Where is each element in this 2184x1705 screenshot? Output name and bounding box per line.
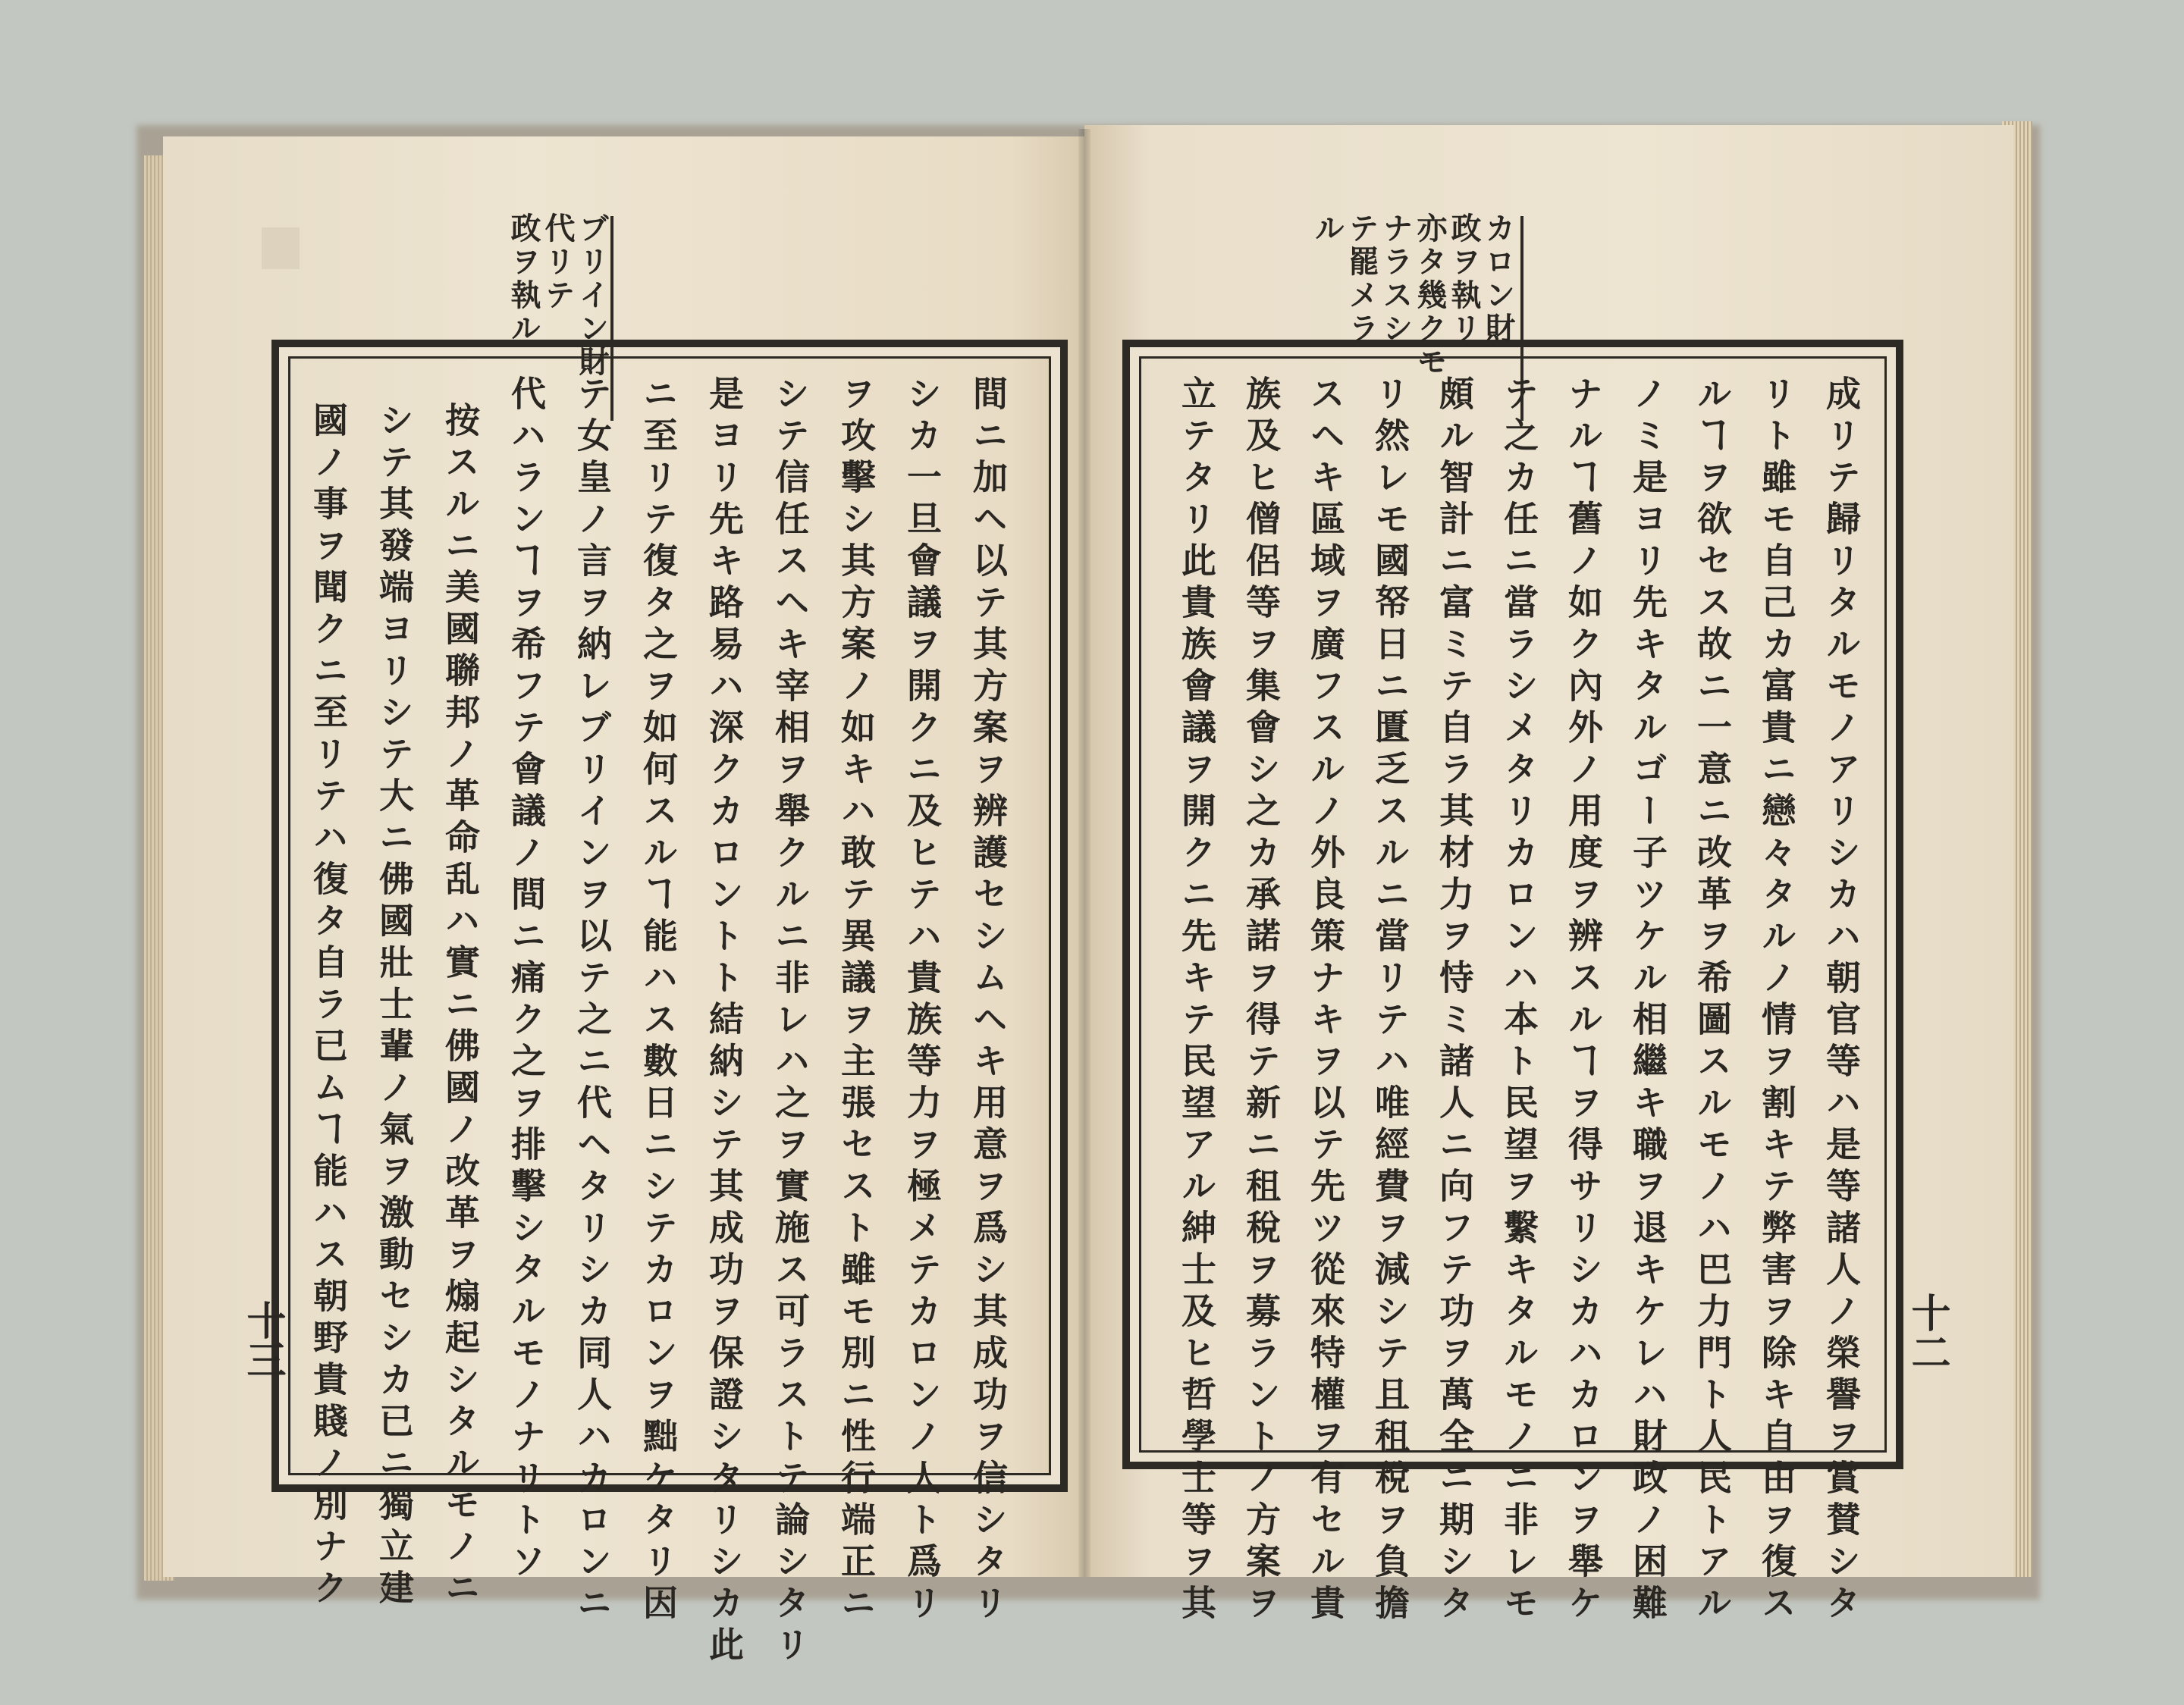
left-body-column: テ女皇ノ言ヲ納レブリインヲ以テ之ニ代ヘタリシカ同人ハカロンニ <box>572 375 613 1626</box>
right-page-number: 十二 <box>1904 1293 1950 1371</box>
right-body-column: ナルヿ舊ノ如ク內外ノ用度ヲ辨スルヿヲ得サリシカハカロンヲ舉ケ <box>1563 375 1604 1626</box>
left-body-column: 間ニ加ヘ以テ其方案ヲ辨護セシムヘキ用意ヲ爲シ其成功ヲ信シタリ <box>968 375 1009 1626</box>
left-body-column: 是ヨリ先キ路易ハ深クカロントト結納シテ其成功ヲ保證シタリシカ此 <box>704 375 745 1668</box>
left-headnote-line: ブリイン財 <box>574 212 610 379</box>
book-gutter <box>1078 129 1090 1577</box>
left-body-column: 按スルニ美國聯邦ノ革命乱ハ實ニ佛國ノ改革ヲ煽起シタルモノニ <box>440 402 481 1611</box>
left-body-column: シカ一旦會議ヲ開クニ及ヒテハ貴族等力ヲ極メテカロンノ人ト爲リ <box>902 375 943 1626</box>
right-body-column: リト雖モ自己カ富貴ニ戀々タルノ情ヲ割キテ弊害ヲ除キ自由ヲ復ス <box>1756 375 1797 1626</box>
right-body-column: ルヿヲ欲セス故ニ一意ニ改革ヲ希圖スルモノハ巴力門ト人民トアル <box>1692 375 1733 1626</box>
show-through-mark <box>262 227 300 269</box>
right-headnote-line: 政ヲ執リ <box>1446 212 1482 346</box>
right-body-column: ノミ是ヨリ先キタルゴー子ツケル相繼キ職ヲ退キケレハ財政ノ困難 <box>1627 375 1668 1626</box>
left-body-column: シテ其發端ヨリシテ大ニ佛國壯士輩ノ氣ヲ激動セシカ已ニ獨立建 <box>374 402 415 1611</box>
right-body-column: テ之カ任ニ當ラシメタリカロンハ本ト民望ヲ繫キタルモノニ非レモ <box>1498 375 1539 1626</box>
right-body-column: リ然レモ國帑日ニ匱乏スルニ當リテハ唯經費ヲ減シテ且租稅ヲ負擔 <box>1370 375 1410 1626</box>
right-body-column: 族及ヒ僧侶等ヲ集會シ之カ承諾ヲ得テ新ニ租稅ヲ募ラントノ方案ヲ <box>1241 375 1282 1626</box>
left-page-number: 十三 <box>240 1300 286 1379</box>
left-body-column: ニ至リテ復タ之ヲ如何スルヿ能ハス數日ニシテカロンヲ黜ケタリ因 <box>638 375 679 1626</box>
left-headnote-line: 政ヲ執ル <box>506 212 541 346</box>
right-headnote-line: 亦タ幾クモ <box>1412 212 1448 379</box>
left-body-column: 代ハランヿヲ希フテ會議ノ間ニ痛ク之ヲ排擊シタルモノナリトソ <box>506 375 547 1584</box>
left-body-column: シテ信任スヘキ宰相ヲ舉クルニ非レハ之ヲ實施ス可ラストテ論シタリ <box>770 375 811 1668</box>
left-body-column: 國ノ事ヲ聞クニ至リテハ復タ自ラ已ムヿ能ハス朝野貴賤ノ別ナク <box>308 402 349 1611</box>
right-headnote-line: カロン財 <box>1480 212 1516 346</box>
left-headnote-line: 代リテ <box>540 212 576 312</box>
right-headnote-line: ル <box>1310 212 1345 246</box>
right-body-column: 成リテ歸リタルモノアリシカハ朝官等ハ是等諸人ノ榮譽ヲ賞賛シタ <box>1821 375 1862 1626</box>
left-body-column: ヲ攻擊シ其方案ノ如キハ敢テ異議ヲ主張セスト雖モ別ニ性行端正ニ <box>836 375 877 1626</box>
right-headnote-line: テ罷メラ <box>1344 212 1379 346</box>
right-body-column: 立テタリ此貴族會議ヲ開クニ先キテ民望アル紳士及ヒ哲學士等ヲ其 <box>1176 375 1217 1626</box>
right-body-column: 頗ル智計ニ富ミテ自ラ其材力ヲ恃ミ諸人ニ向フテ功ヲ萬全ニ期シタ <box>1434 375 1475 1626</box>
right-headnote-line: ナラスシ <box>1378 212 1414 346</box>
right-body-column: スヘキ區域ヲ廣フスルノ外良策ナキヲ以テ先ツ從來特權ヲ有セル貴 <box>1305 375 1346 1626</box>
